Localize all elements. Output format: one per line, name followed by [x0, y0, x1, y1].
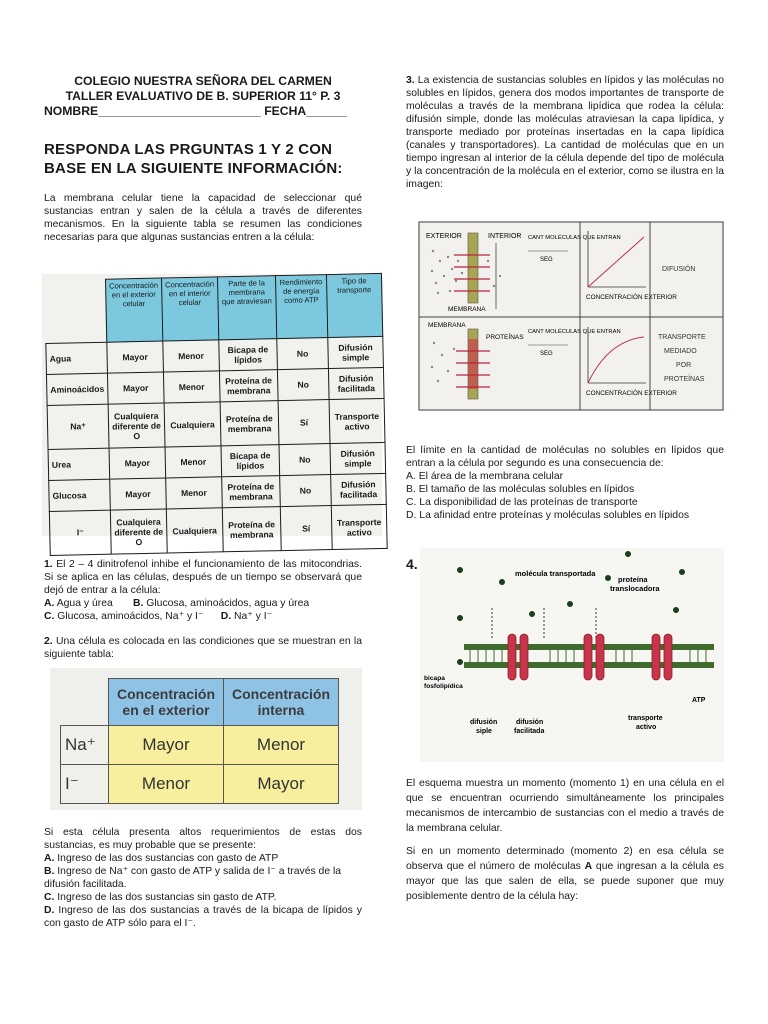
q2-stem: Si esta célula presenta altos requerimientos de estas dos sustancias, es muy probable que se presente: — [44, 827, 362, 851]
row-label: Na⁺ — [61, 726, 109, 765]
graph-seg-2: SEG — [540, 351, 553, 357]
bilayer-label: bicapa fosfolipídica — [424, 675, 463, 690]
table-cell: Mayor — [109, 726, 224, 765]
table-cell: Difusión facilitada — [331, 473, 387, 505]
q4-text-1: El esquema muestra un momento (momento 1) en una célula en el que se encuentran ocurriendo simultáneamente los principales mecanismos de intercambio de sustancias con el medio a través de la membrana celular. — [406, 778, 724, 834]
q1-text: El 2 – 4 dinitrofenol inhibe el funcionamiento de las mitocondrias. Si se aplica en las células, después de un tiempo se observará que dejó de entrar a la célula: — [44, 559, 362, 596]
q4-text-2b: A — [584, 861, 593, 872]
right-column — [406, 74, 724, 191]
option-text: Glucosa, aminoácidos, agua y úrea — [143, 598, 310, 609]
table-cell: Sí — [280, 506, 332, 551]
option-key: D. — [220, 611, 232, 622]
q3-stem: El límite en la cantidad de moléculas no solubles en lípidos que entran a la célula por segundo es una consecuencia de: — [406, 445, 724, 469]
table-cell: Mayor — [109, 447, 166, 479]
option-text: El área de la membrana celular — [415, 471, 564, 482]
question-3-text — [406, 74, 724, 191]
table-corner — [45, 279, 107, 343]
transport-figure — [418, 221, 724, 411]
table-cell: No — [279, 444, 331, 476]
mediated-curve — [588, 337, 644, 383]
q2-number: 2. — [44, 636, 53, 647]
row-label: Urea — [48, 448, 110, 480]
table-cell: Cualquiera — [166, 508, 223, 553]
table-header: Tipo de transporte — [326, 273, 382, 337]
q3-number: 3. — [406, 75, 415, 86]
graph-seg: SEG — [540, 257, 553, 263]
table-row — [61, 765, 339, 804]
table-cell: Difusión simple — [330, 442, 386, 474]
graph-xlabel-2: CONCENTRACIÓN EXTERIOR — [586, 390, 677, 397]
school-name: COLEGIO NUESTRA SEÑORA DEL CARMEN — [74, 74, 332, 88]
table-cell: Cualquiera diferente de O — [108, 403, 165, 448]
table-header: Concentración en el interior celular — [161, 277, 218, 341]
option-text: Agua y úrea — [54, 598, 113, 609]
option-key: A. — [44, 853, 55, 864]
table-header: Concentración en el exterior — [109, 679, 224, 726]
name-date-line: NOMBRE________________________ FECHA______ — [44, 104, 347, 118]
table-cell: Menor — [165, 446, 222, 478]
membrane-label-2: MEMBRANA — [428, 322, 466, 329]
q4-text-2c: que ingresan a la célula es mayor que las que salen de ella, se puede suponer que muy posiblemente dentro de la célula hay: — [406, 861, 724, 902]
translocator-proteins — [508, 634, 672, 680]
active-transport-label: transporte activo — [628, 715, 663, 731]
transport-protein — [468, 339, 478, 389]
molecule-label: molécula transportada — [515, 569, 596, 578]
table-header: Rendimiento de energía como ATP — [275, 275, 327, 339]
table-cell: Cualquiera — [164, 402, 221, 447]
q4-number — [406, 556, 418, 574]
option-text: El tamaño de las moléculas solubles en lípidos — [415, 484, 635, 495]
table-cell: Difusión facilitada — [328, 367, 384, 399]
table-cell: Menor — [166, 477, 223, 509]
exam-title: TALLER EVALUATIVO DE B. SUPERIOR 11° P. 3 — [65, 89, 341, 103]
question-3-options — [406, 444, 724, 522]
simple-diffusion-label: difusión siple — [470, 719, 498, 735]
row-label: I⁻ — [61, 765, 109, 804]
q4-text-2a: Si en un momento determinado (momento 2) en esa célula se observa que el número de moléculas — [406, 846, 724, 872]
table-cell: Mayor — [107, 372, 164, 404]
option-key: B. — [406, 484, 416, 495]
option-text: Ingreso de Na⁺ con gasto de ATP y salida de I⁻ a través de la difusión facilitada. — [44, 866, 342, 890]
membrane-transport-figure — [420, 548, 724, 762]
diffusion-label: DIFUSIÓN — [662, 266, 696, 273]
interior-label: INTERIOR — [488, 233, 522, 240]
option-text: Ingreso de las dos sustancias sin gasto de ATP. — [54, 892, 277, 903]
row-label: I⁻ — [49, 510, 111, 555]
table-header: Concentración en el exterior celular — [105, 278, 162, 342]
membrane-diagram — [420, 548, 724, 762]
facilitated-diffusion-label: difusión facilitada — [514, 719, 545, 735]
option-key: D. — [406, 510, 417, 521]
option-text: Ingreso de las dos sustancias a través de la bicapa de lípidos y con gasto de ATP sólo para el I⁻. — [44, 905, 362, 929]
table-cell: Bicapa de lípidos — [221, 445, 280, 477]
exterior-label: EXTERIOR — [426, 233, 462, 240]
table-cell: Proteína de membrana — [222, 476, 281, 508]
concentration-table — [60, 678, 339, 804]
atp-label: ATP — [692, 697, 706, 704]
option-key: C. — [44, 611, 55, 622]
table-cell: Transporte activo — [331, 504, 387, 549]
row-label: Glucosa — [49, 479, 111, 511]
table-cell: No — [277, 369, 329, 401]
row-label: Aminoácidos — [46, 373, 108, 405]
membrane-band — [468, 233, 478, 303]
table-row — [49, 504, 387, 555]
question-2-intro — [44, 635, 362, 661]
membrane-label: MEMBRANA — [448, 306, 486, 313]
option-text: Glucosa, aminoácidos, Na⁺ y I⁻ — [54, 611, 204, 622]
table-cell: Menor — [109, 765, 224, 804]
concentration-table-image — [50, 668, 362, 810]
table-header: Parte de la membrana que atraviesan — [217, 276, 276, 340]
table-cell: Difusión simple — [328, 336, 384, 368]
option-text: La afinidad entre proteínas y moléculas solubles en lípidos — [416, 510, 690, 521]
table-cell: Proteína de membrana — [219, 370, 278, 402]
question-1 — [44, 558, 362, 661]
q4-text-2 — [406, 844, 724, 904]
molecule-dots — [431, 250, 501, 294]
table-cell: No — [277, 338, 329, 370]
table-cell: Bicapa de lípidos — [219, 339, 278, 371]
option-text: Na⁺ y I⁻ — [231, 611, 273, 622]
mediated-label: TRANSPORTE MEDIADO POR PROTEÍNAS — [658, 334, 706, 383]
table-cell: Mayor — [224, 765, 339, 804]
table-corner — [61, 679, 109, 726]
proteins-label: PROTEÍNAS — [486, 334, 524, 341]
q3-body: La existencia de sustancias solubles en lípidos y las moléculas no solubles en lípidos, genera dos modos importantes de transporte de moléculas a través de la membrana lipídica que rodea la célula: difusión simple, donde las moléculas atraviesan la capa lipídica, y transporte mediado por proteínas insertadas en la capa lipídica (canales y transportadores). La cantidad de moléculas que en un tiempo ingresan al interior de la célula depende del tipo de molécula y la concentración de la molécula en el exterior, como se ilustra en la imagen: — [406, 75, 724, 190]
graph-ylabel: CANT MOLÉCULAS QUE ENTRAN — [528, 235, 621, 241]
option-key: A. — [44, 598, 55, 609]
option-text: Ingreso de las dos sustancias con gasto de ATP — [54, 853, 279, 864]
table-cell: Menor — [224, 726, 339, 765]
q1-number: 1. — [44, 559, 53, 570]
transport-diagram — [418, 221, 724, 411]
table-row — [47, 398, 385, 449]
table-cell: Sí — [278, 400, 330, 445]
q4-number-text: 4. — [406, 556, 418, 572]
row-label: Na⁺ — [47, 404, 109, 449]
table-cell: Proteína de membrana — [222, 507, 281, 552]
table-cell: Menor — [163, 371, 220, 403]
table-header: Concentración interna — [224, 679, 339, 726]
table-cell: No — [280, 475, 332, 507]
left-column — [44, 74, 362, 244]
question-2-options — [44, 826, 362, 930]
option-key: B. — [132, 598, 144, 609]
diffusion-curve — [588, 237, 644, 287]
option-key: B. — [44, 866, 55, 877]
table-cell: Proteína de membrana — [220, 401, 279, 446]
table-row — [61, 726, 339, 765]
table-cell: Menor — [163, 340, 220, 372]
table-cell: Mayor — [107, 341, 164, 373]
option-key: A. — [406, 471, 416, 482]
option-key: D. — [44, 905, 55, 916]
question-4-text — [406, 776, 724, 904]
option-key: C. — [44, 892, 55, 903]
intro-paragraph: La membrana celular tiene la capacidad de seleccionar qué sustancias entran y salen de la célula a través de diferentes mecanismos. En la siguiente tabla se resumen las condiciones necesarias para que algunas sustancias entren a la célula: — [44, 193, 362, 243]
q2-text: Una célula es colocada en las condiciones que se muestran en la siguiente tabla: — [44, 636, 362, 660]
instruction-heading: RESPONDA LAS PRGUNTAS 1 Y 2 CON BASE EN LA SIGUIENTE INFORMACIÓN: — [44, 141, 343, 177]
option-key: C. — [406, 497, 417, 508]
option-text: La disponibilidad de las proteínas de transporte — [416, 497, 638, 508]
table-cell: Transporte activo — [329, 398, 385, 443]
substances-table — [44, 273, 388, 556]
graph-xlabel: CONCENTRACIÓN EXTERIOR — [586, 294, 677, 301]
graph-ylabel-2: CANT MOLÉCULAS QUE ENTRAN — [528, 329, 621, 335]
table-cell: Cualquiera diferente de O — [110, 509, 167, 554]
protein-label-1: proteína translocadora — [610, 575, 660, 593]
row-label: Agua — [46, 342, 108, 374]
substances-table-image — [42, 274, 382, 547]
table-cell: Mayor — [110, 478, 167, 510]
